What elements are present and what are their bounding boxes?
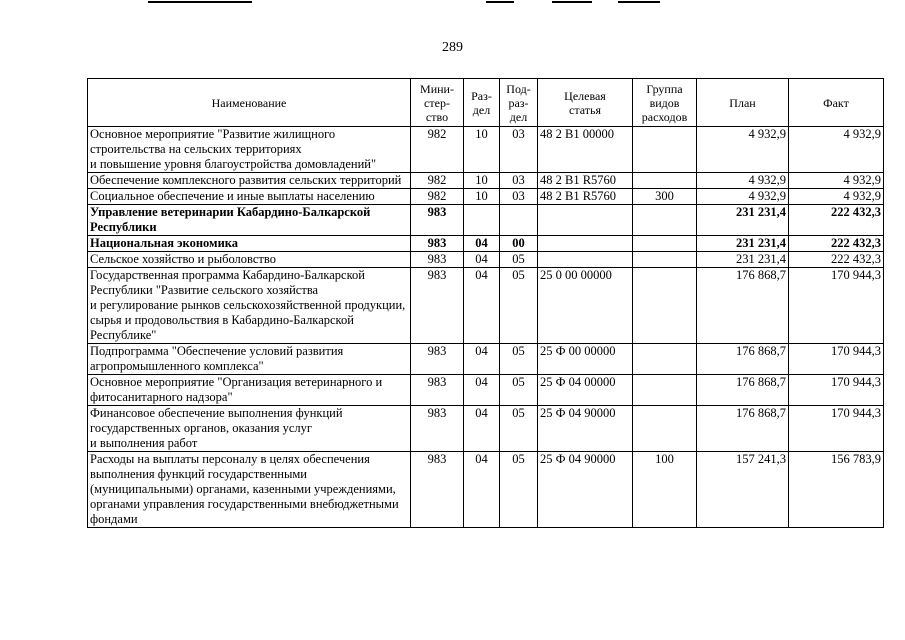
- table-row: [88, 252, 884, 268]
- cell-section: 04: [464, 406, 500, 452]
- cell-plan: 157 241,3: [697, 452, 789, 528]
- cell-section: 04: [464, 375, 500, 406]
- table-body: [88, 127, 884, 528]
- cell-subsection: 05: [500, 252, 538, 268]
- scan-edge-marks: [0, 0, 905, 6]
- table-row: [88, 236, 884, 252]
- table-row: [88, 344, 884, 375]
- cell-ministry: 983: [411, 268, 464, 344]
- table-row: [88, 173, 884, 189]
- cell-section: 04: [464, 452, 500, 528]
- cell-name: Управление ветеринарии Кабардино-Балкарской Республики: [88, 205, 411, 236]
- cell-name: Расходы на выплаты персоналу в целях обеспечения выполнения функций государственными (муниципальными) органами, казенными учреждениями, органами управления государственными внебюджетными фондами: [88, 452, 411, 528]
- cell-ministry: 983: [411, 236, 464, 252]
- cell-name: Государственная программа Кабардино-Балкарской Республики "Развитие сельского хозяйства и регулирование рынков сельскохозяйственной продукции, сырья и продовольствия в Кабардино-Балкарской Республике": [88, 268, 411, 344]
- cell-expense-group: 100: [633, 452, 697, 528]
- cell-target-article: 25 Ф 00 00000: [538, 344, 633, 375]
- cell-plan: 4 932,9: [697, 189, 789, 205]
- cell-name: Сельское хозяйство и рыболовство: [88, 252, 411, 268]
- cell-subsection: 05: [500, 406, 538, 452]
- cell-section: 10: [464, 173, 500, 189]
- cell-section: 04: [464, 268, 500, 344]
- cell-plan: 4 932,9: [697, 173, 789, 189]
- cell-expense-group: [633, 205, 697, 236]
- cell-ministry: 983: [411, 205, 464, 236]
- cell-fact: 222 432,3: [789, 252, 884, 268]
- cell-target-article: 25 Ф 04 90000: [538, 452, 633, 528]
- cell-ministry: 983: [411, 406, 464, 452]
- cell-subsection: 05: [500, 344, 538, 375]
- cell-expense-group: [633, 173, 697, 189]
- cell-expense-group: [633, 344, 697, 375]
- header-subsection: Под- раз- дел: [500, 79, 538, 127]
- cell-section: 04: [464, 236, 500, 252]
- cell-subsection: 05: [500, 452, 538, 528]
- cell-section: 10: [464, 127, 500, 173]
- cell-expense-group: [633, 375, 697, 406]
- cell-target-article: [538, 236, 633, 252]
- cell-plan: 231 231,4: [697, 252, 789, 268]
- cell-plan: 176 868,7: [697, 268, 789, 344]
- cell-plan: 231 231,4: [697, 236, 789, 252]
- table-row: [88, 406, 884, 452]
- cell-plan: 231 231,4: [697, 205, 789, 236]
- cell-section: 10: [464, 189, 500, 205]
- page-number: 289: [442, 40, 463, 55]
- cell-fact: 222 432,3: [789, 236, 884, 252]
- table-row: [88, 452, 884, 528]
- header-ministry: Мини- стер- ство: [411, 79, 464, 127]
- cell-section: 04: [464, 344, 500, 375]
- budget-execution-table: [87, 78, 884, 528]
- cell-fact: 156 783,9: [789, 452, 884, 528]
- cell-expense-group: 300: [633, 189, 697, 205]
- table-row: [88, 127, 884, 173]
- cell-expense-group: [633, 268, 697, 344]
- cell-target-article: [538, 205, 633, 236]
- cell-target-article: 48 2 B1 R5760: [538, 173, 633, 189]
- cell-expense-group: [633, 127, 697, 173]
- header-target-article: Целевая статья: [538, 79, 633, 127]
- cell-subsection: 03: [500, 127, 538, 173]
- cell-plan: 176 868,7: [697, 406, 789, 452]
- cell-section: 04: [464, 252, 500, 268]
- cell-fact: 170 944,3: [789, 375, 884, 406]
- cell-subsection: 05: [500, 375, 538, 406]
- header-expense-group: Группа видов расходов: [633, 79, 697, 127]
- cell-name: Обеспечение комплексного развития сельских территорий: [88, 173, 411, 189]
- cell-fact: 170 944,3: [789, 344, 884, 375]
- cell-name: Финансовое обеспечение выполнения функций государственных органов, оказания услуг и выполнения работ: [88, 406, 411, 452]
- cell-subsection: 03: [500, 173, 538, 189]
- cell-ministry: 982: [411, 127, 464, 173]
- cell-plan: 4 932,9: [697, 127, 789, 173]
- cell-ministry: 982: [411, 189, 464, 205]
- cell-fact: 222 432,3: [789, 205, 884, 236]
- cell-section: [464, 205, 500, 236]
- cell-fact: 4 932,9: [789, 173, 884, 189]
- cell-ministry: 983: [411, 375, 464, 406]
- cell-plan: 176 868,7: [697, 375, 789, 406]
- cell-subsection: 05: [500, 268, 538, 344]
- cell-name: Основное мероприятие "Развитие жилищного строительства на сельских территориях и повышение уровня благоустройства домовладений": [88, 127, 411, 173]
- cell-ministry: 983: [411, 452, 464, 528]
- cell-name: Основное мероприятие "Организация ветеринарного и фитосанитарного надзора": [88, 375, 411, 406]
- cell-plan: 176 868,7: [697, 344, 789, 375]
- table-header-row: [88, 79, 884, 127]
- cell-ministry: 983: [411, 252, 464, 268]
- cell-subsection: 00: [500, 236, 538, 252]
- cell-fact: 4 932,9: [789, 189, 884, 205]
- cell-expense-group: [633, 236, 697, 252]
- table-row: [88, 189, 884, 205]
- cell-name: Подпрограмма "Обеспечение условий развития агропромышленного комплекса": [88, 344, 411, 375]
- cell-fact: 170 944,3: [789, 268, 884, 344]
- header-fact: Факт: [789, 79, 884, 127]
- cell-subsection: 03: [500, 189, 538, 205]
- cell-expense-group: [633, 252, 697, 268]
- header-name: Наименование: [88, 79, 411, 127]
- cell-target-article: 25 Ф 04 90000: [538, 406, 633, 452]
- cell-target-article: [538, 252, 633, 268]
- table-row: [88, 268, 884, 344]
- table-row: [88, 375, 884, 406]
- cell-expense-group: [633, 406, 697, 452]
- cell-ministry: 982: [411, 173, 464, 189]
- cell-subsection: [500, 205, 538, 236]
- table-row: [88, 205, 884, 236]
- header-plan: План: [697, 79, 789, 127]
- cell-target-article: 25 0 00 00000: [538, 268, 633, 344]
- header-section: Раз- дел: [464, 79, 500, 127]
- cell-target-article: 48 2 B1 R5760: [538, 189, 633, 205]
- cell-ministry: 983: [411, 344, 464, 375]
- cell-name: Социальное обеспечение и иные выплаты населению: [88, 189, 411, 205]
- cell-target-article: 48 2 B1 00000: [538, 127, 633, 173]
- cell-fact: 170 944,3: [789, 406, 884, 452]
- cell-name: Национальная экономика: [88, 236, 411, 252]
- cell-fact: 4 932,9: [789, 127, 884, 173]
- cell-target-article: 25 Ф 04 00000: [538, 375, 633, 406]
